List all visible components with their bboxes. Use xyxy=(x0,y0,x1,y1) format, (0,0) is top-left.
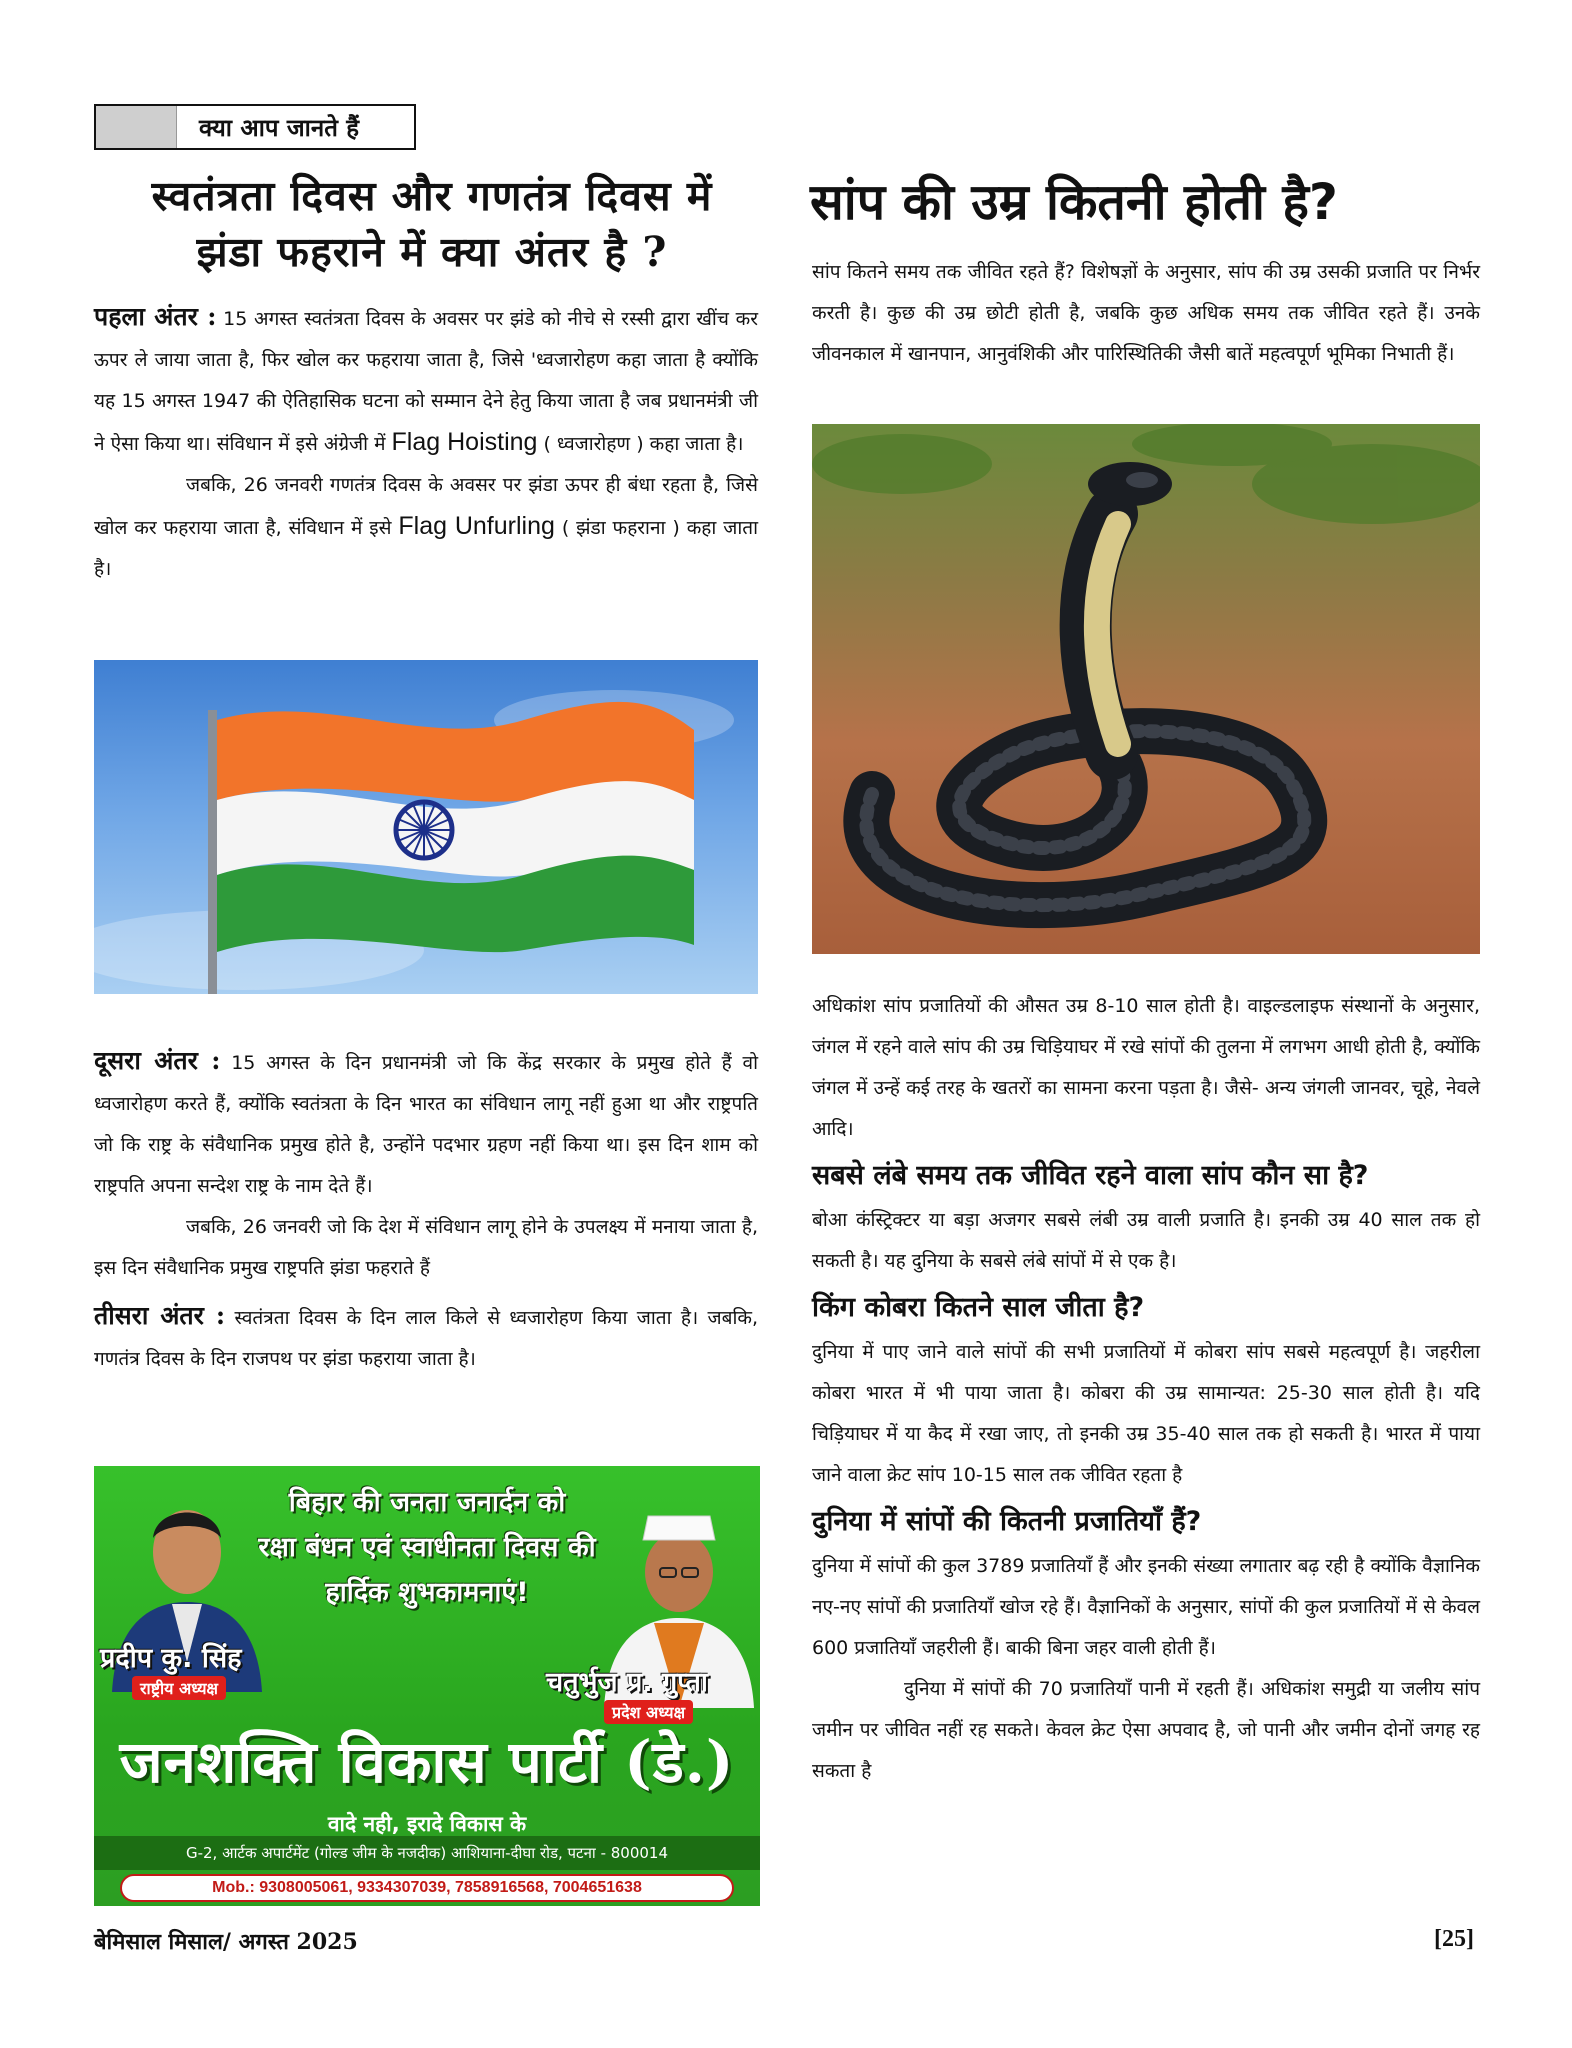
section-tag-label: क्या आप जानते हैं xyxy=(199,113,359,142)
flag-illustration xyxy=(94,660,758,994)
snake-species-heading: दुनिया में सांपों की कितनी प्रजातियाँ हैं? xyxy=(812,1506,1202,1537)
longest-living-snake-heading: सबसे लंबे समय तक जीवित रहने वाला सांप कौन सा है? xyxy=(812,1160,1369,1191)
longest-living-snake-answer: बोआ कंस्ट्रिक्टर या बड़ा अजगर सबसे लंबी उम्र वाली प्रजाति है। इनकी उम्र 40 साल तक हो सकती है। यह दुनिया के सबसे लंबे सांपों में से एक है। xyxy=(812,1209,1480,1272)
third-difference-text: स्वतंत्रता दिवस के दिन लाल किले से ध्वजारोहण किया जाता है। जबकि, गणतंत्र दिवस के दिन राजपथ पर झंडा फहराया जाता है। xyxy=(94,1307,758,1370)
king-cobra-answer: दुनिया में पाए जाने वाले सांपों की सभी प्रजातियों में कोबरा सांप सबसे महत्वपूर्ण है। जहरीला कोबरा भारत में भी पाया जाता है। कोबरा की उम्र सामान्यत: 25-30 साल होती है। यदि चिड़ियाघर में या कैद में रखा जाए, तो इनकी उम्र 35-40 साल तक हो सकती है। भारत में पाया जाने वाला क्रेट सांप 10-15 साल तक जीवित रहता है xyxy=(812,1341,1480,1486)
page-number: [25] xyxy=(1434,1926,1474,1952)
magazine-footer: बेमिसाल मिसाल/ अगस्त 2025 xyxy=(94,1929,358,1955)
right-column-body xyxy=(812,986,1480,1792)
indian-flag-photo xyxy=(94,660,758,994)
first-difference-p2-end: ( झंडा फहराना ) कहा जाता है। xyxy=(94,517,758,580)
left-column-bottom xyxy=(94,1040,758,1380)
person2-name: चतुर्भुज प्र. गुप्ता xyxy=(546,1667,708,1698)
person1-role: राष्ट्रीय अध्यक्ष xyxy=(132,1676,226,1700)
water-snakes-paragraph: दुनिया में सांपों की 70 प्रजातियाँ पानी में रहती हैं। अधिकांश समुद्री या जलीय सांप जमीन पर जीवित नहीं रह सकते। केवल क्रेट ऐसा अपवाद है, जो पानी और जमीन दोनों जगह रह सकता है xyxy=(812,1678,1480,1782)
average-lifespan-paragraph: अधिकांश सांप प्रजातियों की औसत उम्र 8-10 साल होती है। वाइल्डलाइफ संस्थानों के अनुसार, जंगल में रहने वाले सांप की उम्र चिड़ियाघर में रखे सांपों की तुलना में लगभग आधी होती है, क्योंकि जंगल में उन्हें कई तरह के खतरों का सामना करना पड़ता है। जैसे- अन्य जंगली जानवर, चूहे, नेवले आदि। xyxy=(812,995,1480,1140)
king-cobra-heading: किंग कोबरा कितने साल जीता है? xyxy=(812,1292,1145,1323)
snake-intro-paragraph: सांप कितने समय तक जीवित रहते हैं? विशेषज्ञों के अनुसार, सांप की उम्र उसकी प्रजाति पर निर्भर करती है। कुछ की उम्र छोटी होती है, जबकि कुछ अधिक समय तक जीवित रहते हैं। उनके जीवनकाल में खानपान, आनुवंशिकी और पारिस्थितिकी जैसी बातें महत्वपूर्ण भूमिका निभाती हैं। xyxy=(812,261,1480,365)
first-difference-paragraph xyxy=(94,296,758,465)
second-difference-text: 15 अगस्त के दिन प्रधानमंत्री जो कि केंद्र सरकार के प्रमुख होते हैं वो ध्वजारोहण करते हैं, क्योंकि स्वतंत्रता के दिन भारत का संविधान लागू नहीं हुआ था और राष्ट्रपति जो कि राष्ट्र के संवैधानिक प्रमुख होते है, उन्होंने पदभार ग्रहण नहीं किया था। इस दिन शाम को राष्ट्रपति अपना सन्देश राष्ट्र के नाम देते हैं। xyxy=(94,1052,758,1197)
party-name: जनशक्ति विकास पार्टी (डे.) xyxy=(119,1728,735,1796)
first-difference-text: 15 अगस्त स्वतंत्रता दिवस के अवसर पर झंडे को नीचे से रस्सी द्वारा खींच कर ऊपर ले जाया जाता है, फिर खोल कर फहराया जाता है, जिसे 'ध्वजारोहण कहा जाता है क्योंकि यह 15 अगस्त 1947 की ऐतिहासिक घटना को सम्मान देने हेतु किया जाता है जब प्रधानमंत्री जी ने ऐसा किया था। संविधान में इसे अंग्रेजी में xyxy=(94,308,758,455)
ad-greeting-line-1: बिहार की जनता जनार्दन को xyxy=(288,1487,566,1518)
second-difference-paragraph-2: जबकि, 26 जनवरी जो कि देश में संविधान लागू होने के उपलक्ष्य में मनाया जाता है, इस दिन संवैधानिक प्रमुख राष्ट्रपति झंडा फहराते हैं xyxy=(94,1216,758,1279)
left-article-title xyxy=(92,168,772,280)
first-difference-p2-text: जबकि, 26 जनवरी गणतंत्र दिवस के अवसर पर झंडा ऊपर ही बंधा रहता है, जिसे खोल कर फहराया जाता है, संविधान में इसे xyxy=(94,474,758,539)
left-title-line-1: स्वतंत्रता दिवस और गणतंत्र दिवस में xyxy=(151,172,713,220)
cobra-illustration xyxy=(812,424,1480,954)
first-difference-label: पहला अंतर : xyxy=(94,302,217,331)
first-difference-text-end: ( ध्वजारोहण ) कहा जाता है। xyxy=(537,433,744,455)
section-tag xyxy=(94,104,416,150)
party-slogan: वादे नही, इरादे विकास के xyxy=(327,1812,527,1836)
ad-greeting-line-2: रक्षा बंधन एवं स्वाधीनता दिवस की xyxy=(258,1532,596,1563)
left-title-line-2: झंडा फहराने में क्या अंतर है ? xyxy=(196,228,668,276)
flag-unfurling-term: Flag Unfurling xyxy=(398,512,555,540)
third-difference-paragraph xyxy=(94,1295,758,1380)
right-article-title: सांप की उम्र कितनी होती है? xyxy=(810,173,1338,231)
right-column-intro xyxy=(812,252,1480,375)
second-difference-paragraph xyxy=(94,1040,758,1207)
ad-greeting-line-3: हार्दिक शुभकामनाएं! xyxy=(325,1577,529,1608)
snake-species-answer: दुनिया में सांपों की कुल 3789 प्रजातियाँ हैं और इनकी संख्या लगातार बढ़ रही है क्योंकि वैज्ञानिक नए-नए सांपों की प्रजातियाँ खोज रहे हैं। वैज्ञानिकों के अनुसार, सांपों की कुल प्रजातियों में से केवल 600 प्रजातियाँ जहरीली हैं। बाकी बिना जहर वाली होती हैं। xyxy=(812,1555,1480,1659)
person1-name: प्रदीप कु. सिंह xyxy=(100,1643,242,1674)
ad-greeting xyxy=(254,1480,600,1615)
first-difference-paragraph-2 xyxy=(94,465,758,590)
left-column-top xyxy=(94,296,758,590)
flag-hoisting-term: Flag Hoisting xyxy=(391,428,538,456)
party-address: G-2, आर्टक अपार्टमेंट (गोल्ड जीम के नजदीक) आशियाना-दीघा रोड, पटना - 800014 xyxy=(94,1836,760,1870)
party-advertisement xyxy=(94,1466,760,1906)
section-tag-swatch xyxy=(96,106,177,148)
person2-role: प्रदेश अध्यक्ष xyxy=(604,1700,693,1724)
second-difference-label: दूसरा अंतर : xyxy=(94,1046,221,1075)
king-cobra-photo xyxy=(812,424,1480,954)
third-difference-label: तीसरा अंतर : xyxy=(94,1301,226,1330)
party-mobile-numbers: Mob.: 9308005061, 9334307039, 7858916568, 7004651638 xyxy=(120,1874,734,1902)
